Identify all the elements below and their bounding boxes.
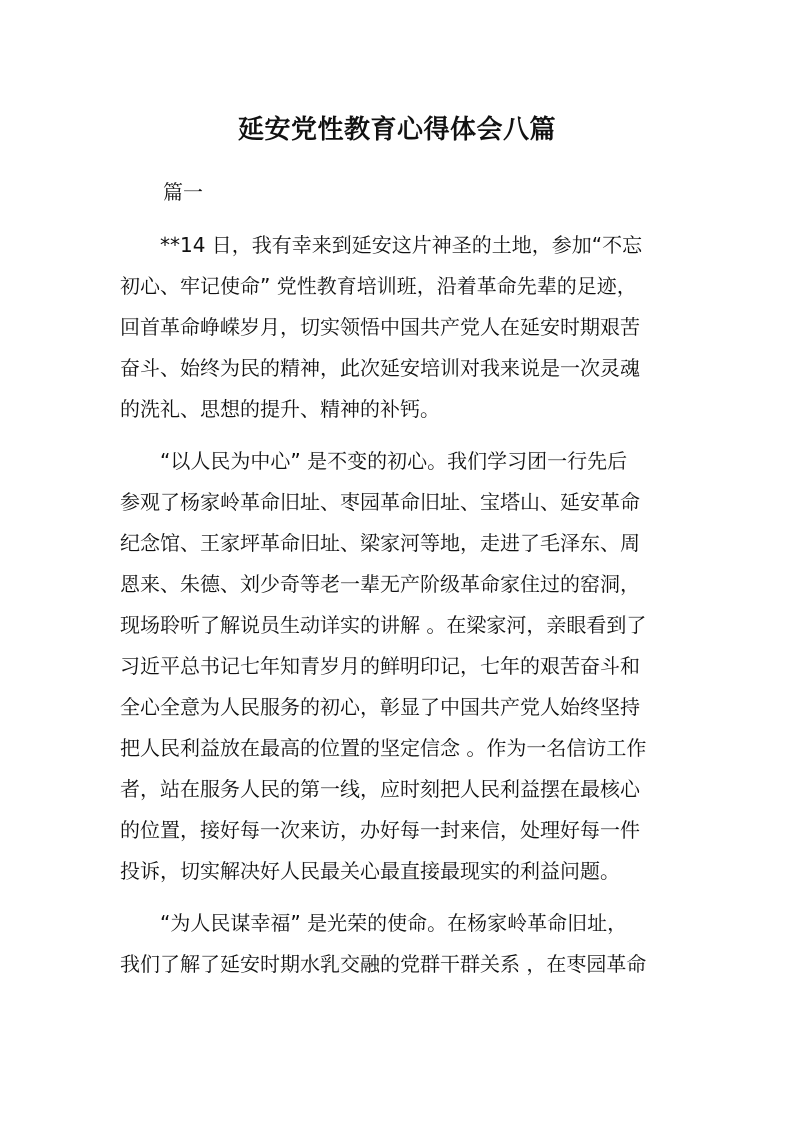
paragraph bbox=[120, 441, 694, 892]
text-line: 的位置，接好每一次来访，办好每一封来信，处理好每一件 bbox=[120, 818, 640, 842]
text-line: 初心、牢记使命” 党性教育培训班，沿着革命先辈的足迹， bbox=[120, 274, 637, 298]
paragraph bbox=[120, 903, 694, 985]
document-title: 延安党性教育心得体会八篇 bbox=[237, 115, 556, 145]
text-line: 的洗礼、思想的提升、精神的补钙。 bbox=[120, 397, 440, 421]
text-line: 现场聆听了解说员生动详实的讲解 。在梁家河，亲眼看到了 bbox=[120, 613, 647, 637]
text-line: 纪念馆、王家坪革命旧址、梁家河等地，走进了毛泽东、周 bbox=[120, 531, 640, 555]
text-line: 把人民利益放在最高的位置的坚定信念 。作为一名信访工作 bbox=[120, 736, 647, 760]
text-line: 习近平总书记七年知青岁月的鲜明印记，七年的艰苦奋斗和 bbox=[120, 654, 640, 678]
text-line: 参观了杨家岭革命旧址、枣园革命旧址、宝塔山、延安革命 bbox=[120, 490, 640, 514]
text-line: 全心全意为人民服务的初心，彰显了中国共产党人始终坚持 bbox=[120, 695, 640, 719]
text-line: “为人民谋幸福” 是光荣的使命。在杨家岭革命旧址， bbox=[120, 911, 628, 935]
text-line: “以人民为中心” 是不变的初心。我们学习团一行先后 bbox=[120, 449, 628, 473]
section-label: 篇一 bbox=[163, 180, 203, 204]
text-line: 者，站在服务人民的第一线，应时刻把人民利益摆在最核心 bbox=[120, 777, 640, 801]
text-line: 奋斗、始终为民的精神，此次延安培训对我来说是一次灵魂 bbox=[120, 356, 640, 380]
text-line: 我们了解了延安时期水乳交融的党群干群关系 ，在枣园革命 bbox=[120, 952, 647, 976]
text-line: **14 日，我有幸来到延安这片神圣的土地，参加“不忘 bbox=[120, 233, 643, 257]
paragraph bbox=[120, 225, 694, 430]
text-line: 恩来、朱德、刘少奇等老一辈无产阶级革命家住过的窑洞， bbox=[120, 572, 640, 596]
text-line: 投诉，切实解决好人民最关心最直接最现实的利益问题。 bbox=[120, 859, 620, 883]
text-line: 回首革命峥嵘岁月，切实领悟中国共产党人在延安时期艰苦 bbox=[120, 315, 640, 339]
document-body bbox=[120, 225, 694, 996]
